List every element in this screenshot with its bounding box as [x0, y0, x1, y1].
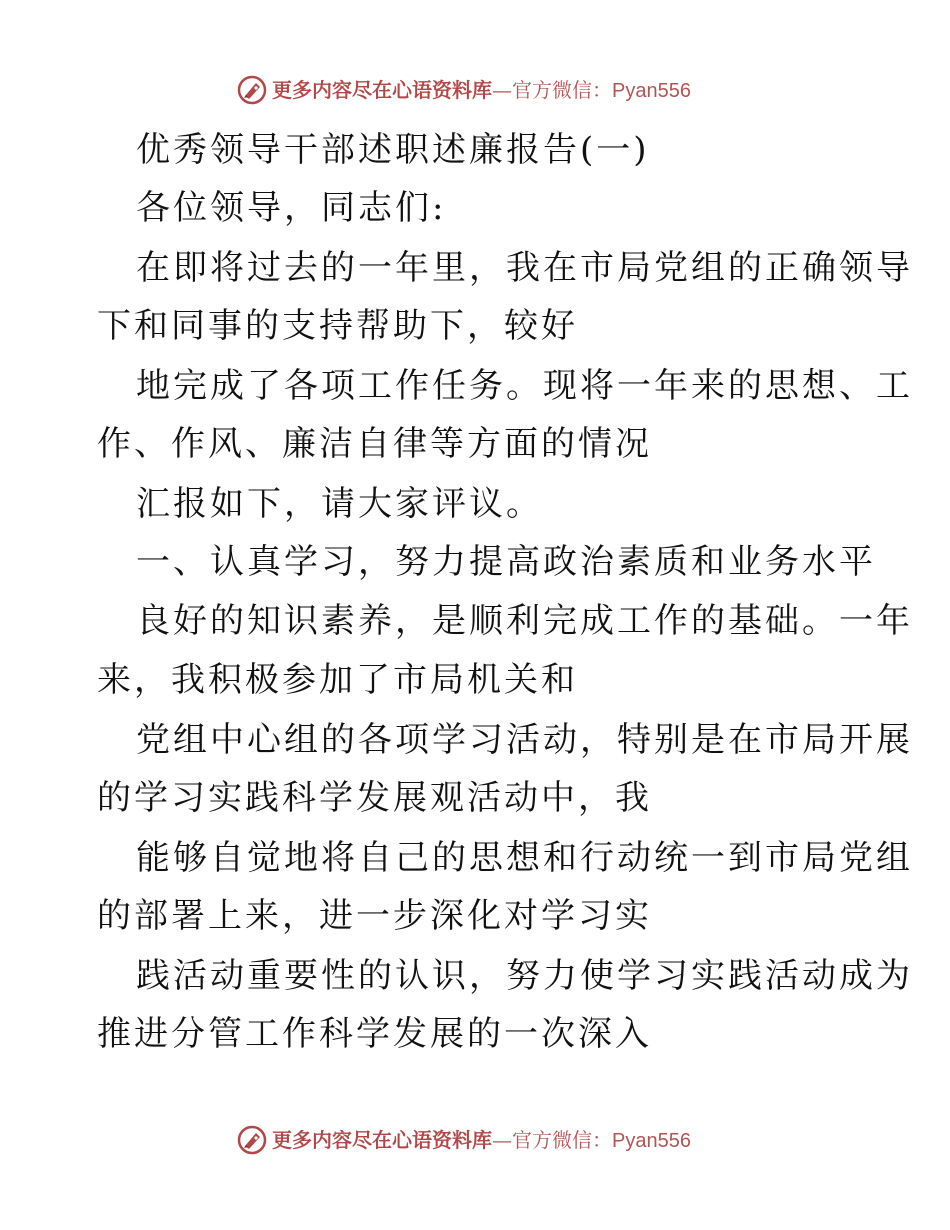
paragraph-line: 地完成了各项工作任务。现将一年来的思想、工 — [136, 366, 913, 406]
paragraph-line: 践活动重要性的认识，努力使学习实践活动成为 — [136, 956, 913, 996]
paragraph-line: 作、作风、廉洁自律等方面的情况 — [97, 424, 652, 464]
header-banner — [0, 70, 950, 110]
pen-nib-logo-icon — [236, 1124, 268, 1156]
footer-banner — [0, 1120, 950, 1160]
paragraph-line: 下和同事的支持帮助下，较好 — [97, 306, 578, 346]
pen-nib-logo-icon — [236, 74, 268, 106]
banner-wechat-id: Pyan556 — [612, 79, 691, 102]
banner-separator: — — [492, 77, 512, 102]
banner-wechat-label: 官方微信： — [512, 1127, 612, 1152]
paragraph-line: 在即将过去的一年里，我在市局党组的正确领导 — [136, 248, 913, 288]
paragraph-line: 良好的知识素养，是顺利完成工作的基础。一年 — [136, 601, 913, 641]
banner-text — [272, 74, 691, 107]
paragraph-line: 的学习实践科学发展观活动中，我 — [97, 778, 652, 818]
banner-wechat-label: 官方微信： — [512, 77, 612, 102]
banner-text — [272, 1124, 691, 1157]
paragraph-line: 推进分管工作科学发展的一次深入 — [97, 1014, 652, 1054]
banner-brand: 更多内容尽在心语资料库 — [272, 77, 492, 102]
paragraph-line: 来，我积极参加了市局机关和 — [97, 660, 578, 700]
paragraph-line: 党组中心组的各项学习活动，特别是在市局开展 — [136, 720, 913, 760]
banner-separator: — — [492, 1127, 512, 1152]
paragraph-line: 的部署上来，进一步深化对学习实 — [97, 896, 652, 936]
document-title: 优秀领导干部述职述廉报告(一) — [136, 130, 650, 170]
banner-brand: 更多内容尽在心语资料库 — [272, 1127, 492, 1152]
salutation: 各位领导，同志们: — [136, 188, 447, 228]
paragraph-line: 能够自觉地将自己的思想和行动统一到市局党组 — [136, 838, 913, 878]
section-heading: 一、认真学习，努力提高政治素质和业务水平 — [136, 542, 876, 582]
banner-wechat-id: Pyan556 — [612, 1129, 691, 1152]
paragraph-line: 汇报如下，请大家评议。 — [136, 484, 543, 524]
